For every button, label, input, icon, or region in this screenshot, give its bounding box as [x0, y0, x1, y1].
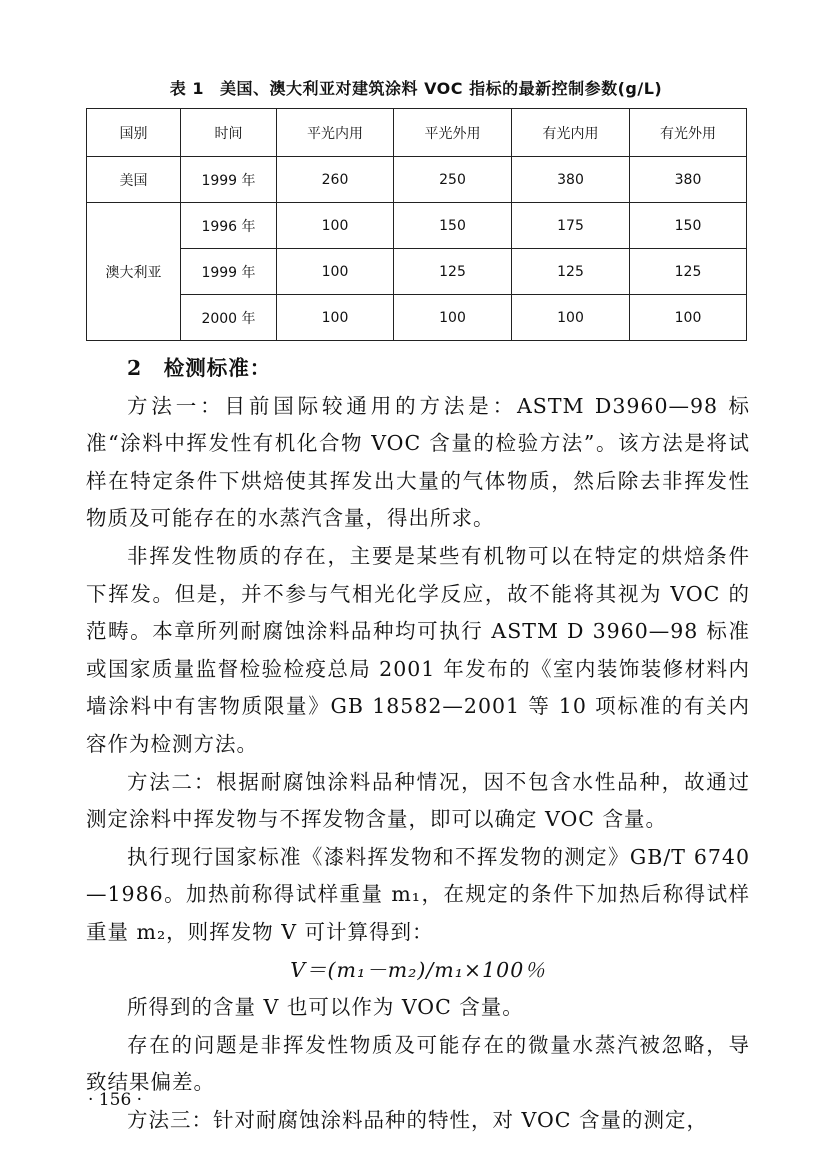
cell-value: 125 [512, 249, 630, 295]
page-number: · 156 · [88, 1090, 143, 1110]
paragraph-problem: 存在的问题是非挥发性物质及可能存在的微量水蒸汽被忽略，导致结果偏差。 [86, 1032, 750, 1095]
cell-country: 美国 [87, 157, 181, 203]
body-text [86, 350, 750, 1139]
cell-value: 100 [277, 295, 394, 341]
table-caption-number: 表 1 [169, 79, 204, 98]
voc-limits-table [86, 108, 747, 341]
cell-value: 100 [277, 249, 394, 295]
header-flat-exterior: 平光外用 [394, 109, 512, 157]
paragraph-national-standard: 执行现行国家标准《漆料挥发物和不挥发物的测定》GB/T 6740—1986。加热前称得试样重量 m₁，在规定的条件下加热后称得试样重量 m₂，则挥发物 V 可计算得到： [86, 844, 750, 944]
cell-value: 150 [394, 203, 512, 249]
paragraph-method-two: 方法二：根据耐腐蚀涂料品种情况，因不包含水性品种，故通过测定涂料中挥发物与不挥发物含量，即可以确定 VOC 含量。 [86, 769, 750, 832]
table-row [87, 249, 747, 295]
cell-value: 175 [512, 203, 630, 249]
cell-value: 380 [630, 157, 747, 203]
header-time: 时间 [181, 109, 277, 157]
table-row [87, 157, 747, 203]
table-header-row [87, 109, 747, 157]
paragraph-method-one: 方法一：目前国际较通用的方法是：ASTM D3960—98 标准“涂料中挥发性有机化合物 VOC 含量的检验方法”。该方法是将试样在特定条件下烘焙使其挥发出大量的气体物质，然后除去非挥发性物质及可能存在的水蒸汽含量，得出所求。 [86, 393, 750, 531]
paragraph-method-three: 方法三：针对耐腐蚀涂料品种的特性，对 VOC 含量的测定， [127, 1107, 708, 1132]
paragraph-voc-content: 所得到的含量 V 也可以作为 VOC 含量。 [127, 995, 524, 1020]
cell-value: 380 [512, 157, 630, 203]
cell-value: 100 [630, 295, 747, 341]
header-flat-interior: 平光内用 [277, 109, 394, 157]
cell-value: 100 [394, 295, 512, 341]
formula: V＝(m₁－m₂)/m₁×100％ [290, 957, 546, 982]
cell-value: 260 [277, 157, 394, 203]
cell-year: 1999 年 [181, 157, 277, 203]
cell-value: 100 [512, 295, 630, 341]
cell-country: 澳大利亚 [87, 203, 181, 341]
cell-value: 250 [394, 157, 512, 203]
cell-value: 125 [630, 249, 747, 295]
cell-year: 1996 年 [181, 203, 277, 249]
cell-value: 150 [630, 203, 747, 249]
header-gloss-exterior: 有光外用 [630, 109, 747, 157]
paragraph-nonvolatile: 非挥发性物质的存在，主要是某些有机物可以在特定的烘焙条件下挥发。但是，并不参与气相光化学反应，故不能将其视为 VOC 的范畴。本章所列耐腐蚀涂料品种均可执行 ASTM D 3960—98 标准或国家质量监督检验检疫总局 2001 年发布的《室内装饰装修材料内墙涂料中有害物质限量》GB 18582—2001 等 10 项标准的有关内容作为检测方法。 [86, 543, 750, 756]
table-row [87, 295, 747, 341]
cell-year: 1999 年 [181, 249, 277, 295]
table-caption [86, 76, 746, 99]
table-row [87, 203, 747, 249]
header-gloss-interior: 有光内用 [512, 109, 630, 157]
cell-value: 125 [394, 249, 512, 295]
cell-value: 100 [277, 203, 394, 249]
section-heading: 2 检测标准： [127, 356, 272, 380]
table-caption-text: 美国、澳大利亚对建筑涂料 VOC 指标的最新控制参数(g/L) [220, 79, 663, 98]
cell-year: 2000 年 [181, 295, 277, 341]
header-country: 国别 [87, 109, 181, 157]
